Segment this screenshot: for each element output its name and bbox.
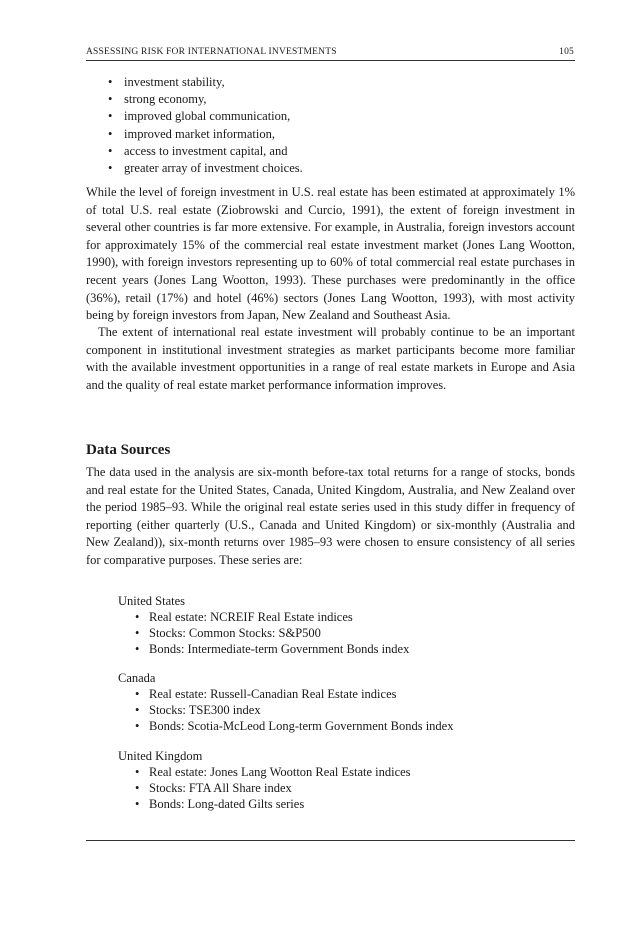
footer-rule — [86, 840, 575, 841]
running-title: ASSESSING RISK FOR INTERNATIONAL INVESTMENTS — [86, 47, 337, 57]
header-rule — [86, 60, 575, 61]
page-number: 105 — [559, 47, 574, 57]
bullet-icon: • — [108, 75, 113, 89]
list-item: • Real estate: Russell-Canadian Real Estate indices — [135, 687, 397, 701]
section-heading-data-sources: Data Sources — [86, 442, 171, 458]
intro-bullet-list — [86, 74, 575, 177]
list-item: • investment stability, — [86, 74, 575, 91]
bullet-icon: • — [135, 702, 140, 717]
list-item: • improved global communication, — [86, 108, 575, 125]
united-kingdom-series-list — [118, 765, 558, 812]
bullet-icon: • — [135, 610, 140, 624]
list-item: • Stocks: Common Stocks: S&P500 — [135, 625, 321, 640]
list-item: • Bonds: Intermediate-term Government Bonds index — [135, 641, 410, 656]
bullet-icon: • — [108, 160, 113, 175]
canada-series-list — [118, 687, 558, 734]
bullet-icon: • — [135, 687, 140, 701]
bullet-icon: • — [135, 765, 140, 779]
bullet-icon: • — [108, 143, 113, 158]
bullet-icon: • — [135, 641, 140, 656]
bullet-icon: • — [135, 625, 140, 640]
bullet-icon: • — [108, 92, 113, 107]
paragraph-foreign-investment: While the level of foreign investment in U.S. real estate has been estimated at approximately 1% of total U.S. real estate (Ziobrowski and Curcio, 1991), the extent of foreign investment in several other countries is far more extensive. For example, in Australia, foreign investors account for approximately 15% of the commercial real estate investment market (Jones Lang Wootton, 1990), with foreign investors representing up to 60% of total commercial real estate purchases in recent years (Jones Lang Wootton, 1993). These purchases were predominantly in the office (36%), retail (17%) and hotel (46%) sectors (Jones Lang Wootton, 1993), with most activity being by foreign investors from Japan, New Zealand and Southeast Asia. — [86, 185, 575, 323]
united-states-series-list — [118, 610, 558, 657]
list-item: • access to investment capital, and — [86, 143, 575, 160]
list-item: • Real estate: Jones Lang Wootton Real Estate indices — [135, 765, 411, 779]
list-item: • Stocks: FTA All Share index — [135, 780, 292, 795]
bullet-icon: • — [108, 126, 113, 141]
list-item: • Stocks: TSE300 index — [135, 702, 261, 717]
list-item: • Real estate: NCREIF Real Estate indices — [135, 610, 353, 624]
paragraph-international-investment: The extent of international real estate investment will probably continue to be an important component in institutional investment strategies as market participants become more familiar with the available investment opportunities in a range of real estate markets in Europe and Asia and the quality of real estate market performance information improves. — [86, 325, 575, 392]
bullet-icon: • — [135, 718, 140, 733]
country-label-united-states: United States — [118, 594, 186, 608]
paragraph-data-description: The data used in the analysis are six-month before-tax total returns for a range of stocks, bonds and real estate for the United States, Canada, United Kingdom, Australia, and New Zealand over the period 1985–93. While the original real estate series used in this study differ in frequency of reporting (either quarterly (U.S., Canada and United Kingdom) or six-monthly (Australia and New Zealand)), six-month returns over 1985–93 were chosen to ensure consistency of all series for comparative purposes. These series are: — [86, 465, 575, 567]
list-item: • improved market information, — [86, 126, 575, 143]
list-item: • greater array of investment choices. — [86, 160, 575, 177]
list-item: • Bonds: Long-dated Gilts series — [135, 796, 305, 811]
country-label-united-kingdom: United Kingdom — [118, 749, 203, 763]
list-item: • Bonds: Scotia-McLeod Long-term Government Bonds index — [135, 718, 454, 733]
country-label-canada: Canada — [118, 671, 156, 685]
bullet-icon: • — [135, 780, 140, 795]
list-item: • strong economy, — [86, 91, 575, 108]
bullet-icon: • — [108, 109, 113, 124]
bullet-icon: • — [135, 796, 140, 811]
